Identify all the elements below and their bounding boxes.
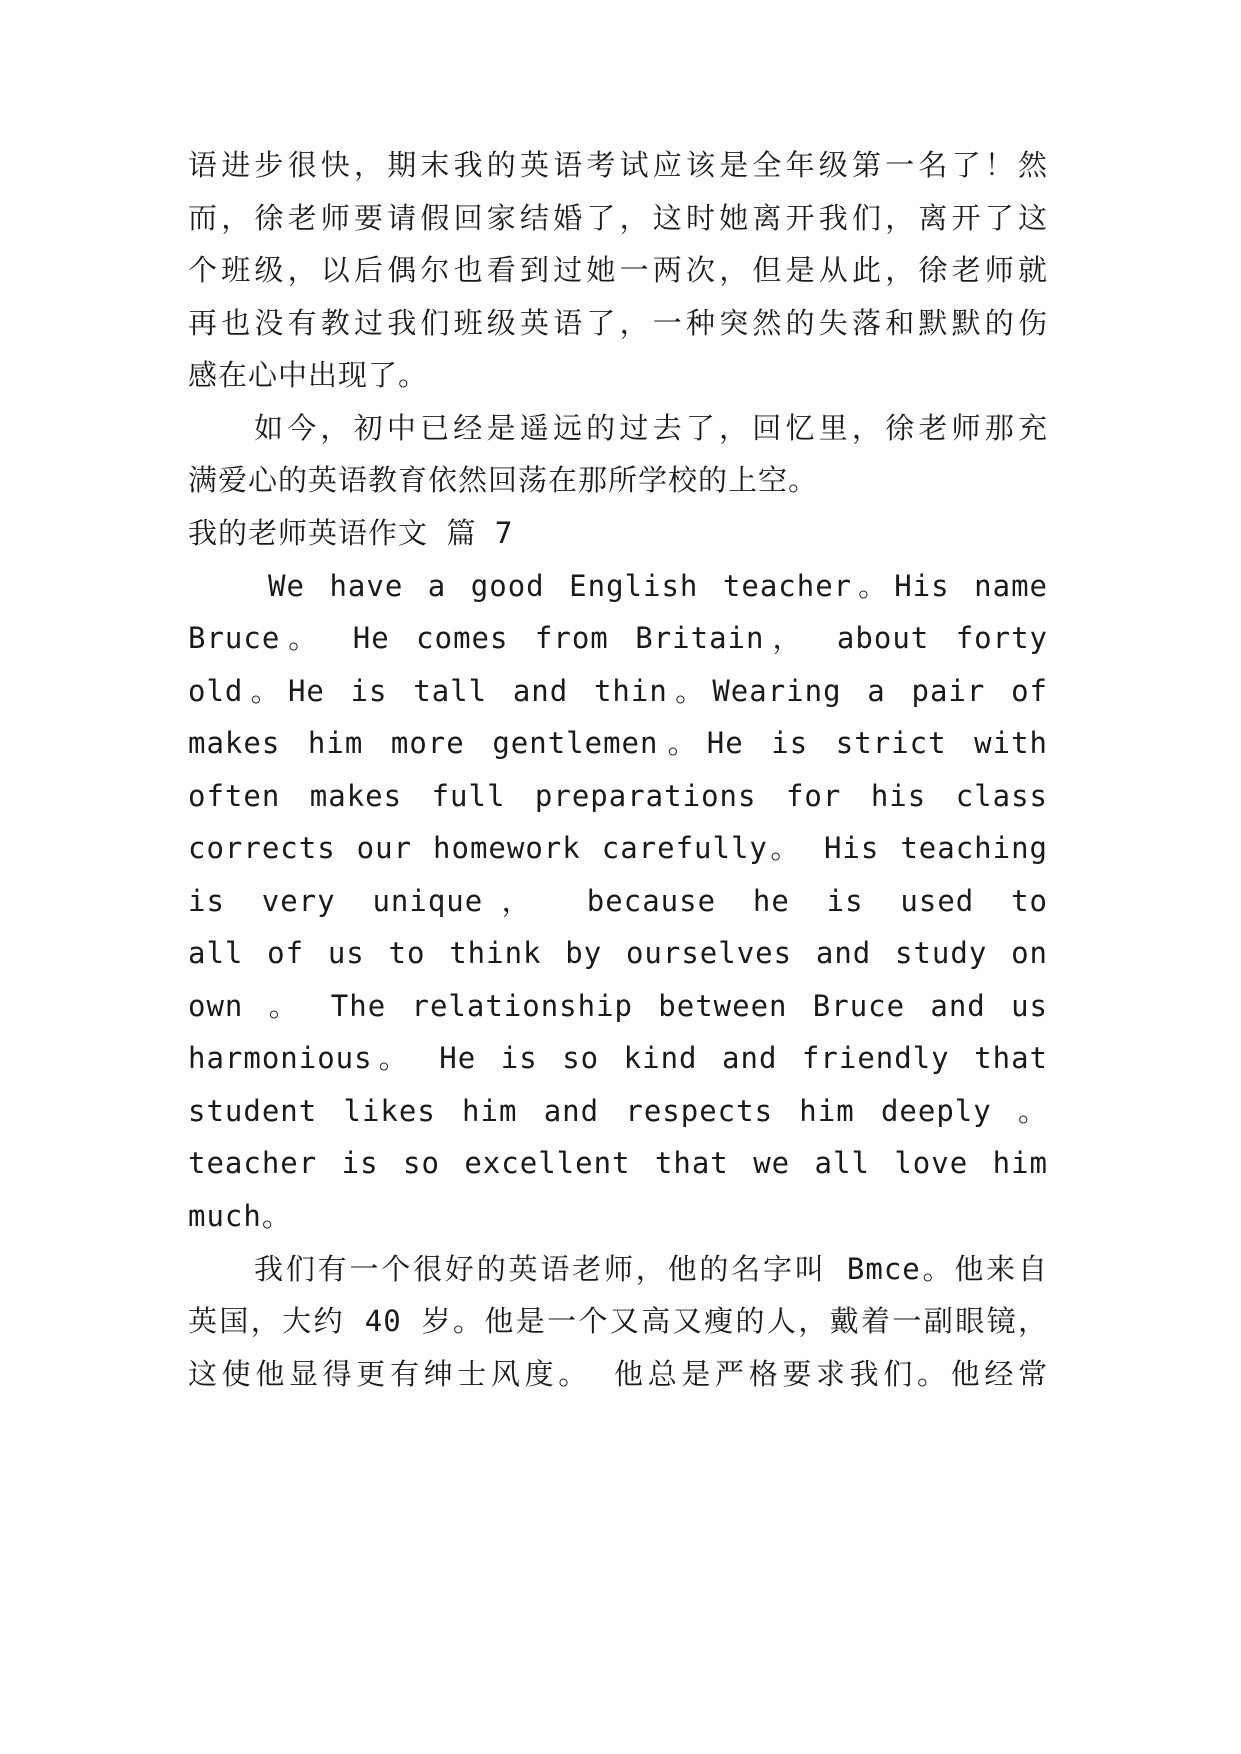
text-line: 个班级，以后偶尔也看到过她一两次，但是从此，徐老师就 [188,253,1048,287]
text-line: own 。 The relationship between Bruce and us [188,989,1048,1023]
text-line: often makes full preparations for his class [188,779,1048,813]
text-line: makes him more gentlemen。He is strict with [188,726,1048,760]
text-line: 语进步很快，期末我的英语考试应该是全年级第一名了！然 [188,148,1048,182]
text-line: all of us to think by ourselves and study on [188,936,1048,970]
text-line: old。He is tall and thin。Wearing a pair of [188,674,1048,708]
text-line: 如今，初中已经是遥远的过去了，回忆里，徐老师那充 [254,411,1048,445]
text-line: Bruce。 He comes from Britain， about forty [188,621,1048,655]
text-line: 而，徐老师要请假回家结婚了，这时她离开我们，离开了这 [188,201,1048,235]
text-line: 英国，大约 40 岁。他是一个又高又瘦的人，戴着一副眼镜， [188,1304,1048,1338]
text-line: 这使他显得更有绅士风度。 他总是严格要求我们。他经常 [188,1357,1048,1391]
text-line: 满爱心的英语教育依然回荡在那所学校的上空。 [188,463,819,497]
text-line: corrects our homework carefully。 His teaching [188,831,1048,865]
text-line: harmonious。 He is so kind and friendly that [188,1041,1048,1075]
section-heading: 我的老师英语作文 篇 7 [188,516,514,550]
text-line: student likes him and respects him deeply 。 [188,1094,1048,1128]
text-line: 我们有一个很好的英语老师，他的名字叫 Bmce。他来自 [254,1252,1048,1286]
text-line: We have a good English teacher。His name [268,569,1048,603]
text-line: is very unique， because he is used to [188,884,1048,918]
text-line: teacher is so excellent that we all love him [188,1146,1048,1180]
text-line: much。 [188,1199,292,1233]
text-line: 感在心中出现了。 [188,358,429,392]
text-line: 再也没有教过我们班级英语了，一种突然的失落和默默的伤 [188,306,1048,340]
